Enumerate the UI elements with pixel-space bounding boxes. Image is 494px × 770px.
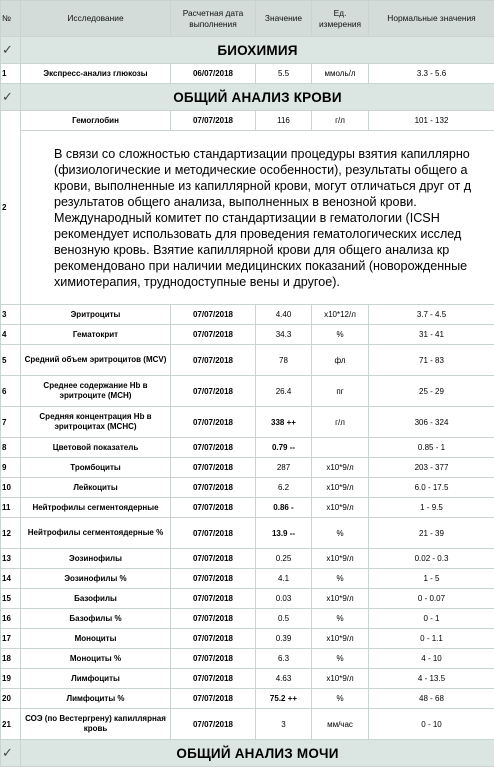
row-test: Гематокрит [21,325,171,345]
row-norm: 31 - 41 [369,325,494,345]
note-line: рекомендовано при наличии медицинских показаний (новорожденные [54,258,468,273]
row-norm: 4 - 13.5 [369,669,494,689]
row-date: 06/07/2018 [171,64,256,84]
row-unit: х10*9/л [312,478,369,498]
row-test: Эозинофилы [21,549,171,569]
row-test: Нейтрофилы сегментоядерные [21,498,171,518]
row-value: 0.25 [256,549,312,569]
row-unit: пг [312,376,369,407]
row-num: 21 [1,709,21,740]
section-urine[interactable] [1,740,494,767]
table-row [1,669,494,689]
row-num: 7 [1,407,21,438]
row-unit: % [312,649,369,669]
note-line: результатов общего анализа, выполненных в венозной крови. [54,194,417,209]
row-date: 07/07/2018 [171,438,256,458]
row-value: 6.2 [256,478,312,498]
row-date: 07/07/2018 [171,549,256,569]
row-unit: г/л [312,111,369,131]
row-value: 4.63 [256,669,312,689]
row-test: Моноциты [21,629,171,649]
row-num: 3 [1,305,21,325]
row-date: 07/07/2018 [171,569,256,589]
row-norm: 1 - 5 [369,569,494,589]
note-line: рекомендует использовать для проведения гематологических исслед [54,226,462,241]
row-value: 116 [256,111,312,131]
row-num: 13 [1,549,21,569]
row-unit: % [312,518,369,549]
row-test: Лейкоциты [21,478,171,498]
row-num: 19 [1,669,21,689]
row-value: 0.86 - [256,498,312,518]
row-num: 4 [1,325,21,345]
note-line: В связи со сложностью стандартизации процедуры взятия капиллярно [54,146,470,161]
table-row [1,478,494,498]
row-num: 9 [1,458,21,478]
row-num: 2 [1,111,21,305]
row-num: 14 [1,569,21,589]
row-date: 07/07/2018 [171,689,256,709]
table-row [1,376,494,407]
row-value: 5.5 [256,64,312,84]
note-line: венозную кровь. Взятие капиллярной крови для общего анализа кр [54,242,450,257]
row-unit: х10*9/л [312,629,369,649]
row-unit: % [312,689,369,709]
row-num: 16 [1,609,21,629]
row-unit: фл [312,345,369,376]
row-norm: 0 - 0.07 [369,589,494,609]
row-num: 8 [1,438,21,458]
row-value: 0.5 [256,609,312,629]
row-test: Среднее содержание Hb в эритроците (MCH) [21,376,171,407]
row-test: Эозинофилы % [21,569,171,589]
section-blood[interactable] [1,84,494,111]
row-value: 4.40 [256,305,312,325]
header-norm: Нормальные значения [369,1,494,37]
header-num: № [1,1,21,37]
row-norm: 71 - 83 [369,345,494,376]
row-norm: 0 - 1 [369,609,494,629]
row-num: 1 [1,64,21,84]
row-norm: 1 - 9.5 [369,498,494,518]
check-icon[interactable]: ✓ [1,37,21,64]
row-value: 78 [256,345,312,376]
row-value: 26.4 [256,376,312,407]
table-row [1,498,494,518]
section-title: ОБЩИЙ АНАЛИЗ МОЧИ [21,740,494,767]
row-norm: 0.02 - 0.3 [369,549,494,569]
table-row [1,569,494,589]
row-norm: 3.3 - 5.6 [369,64,494,84]
row-num: 11 [1,498,21,518]
header-test: Исследование [21,1,171,37]
row-value: 287 [256,458,312,478]
row-test: Лимфоциты % [21,689,171,709]
check-icon[interactable]: ✓ [1,84,21,111]
row-date: 07/07/2018 [171,609,256,629]
row-test: Базофилы % [21,609,171,629]
table-row [1,438,494,458]
header-date: Расчетная дата выполнения [171,1,256,37]
row-value: 4.1 [256,569,312,589]
table-row [1,407,494,438]
row-norm: 203 - 377 [369,458,494,478]
table-row [1,649,494,669]
row-num: 12 [1,518,21,549]
row-unit: % [312,569,369,589]
row-test: Моноциты % [21,649,171,669]
note-line: (физиологические и методические особенности), результаты общего а [54,162,468,177]
row-date: 07/07/2018 [171,589,256,609]
row-test: Средняя концентрация Hb в эритроцитах (MCHC) [21,407,171,438]
table-row [1,64,494,84]
note-line: Международный комитет по стандартизации в гематологии (ICSH [54,210,440,225]
note-line: химиотерапия, труднодоступные вены и другое). [54,274,340,289]
note-line: крови, выполненные из капиллярной крови, могут отличаться друг от д [54,178,472,193]
table-header [1,1,494,37]
table-row [1,518,494,549]
table-row [1,709,494,740]
row-test: Эритроциты [21,305,171,325]
section-title: ОБЩИЙ АНАЛИЗ КРОВИ [21,84,494,111]
row-date: 07/07/2018 [171,305,256,325]
header-value: Значение [256,1,312,37]
row-num: 6 [1,376,21,407]
row-norm: 0 - 10 [369,709,494,740]
row-norm: 25 - 29 [369,376,494,407]
row-value: 338 ++ [256,407,312,438]
table-row [1,549,494,569]
table-row [1,111,494,131]
row-test: Тромбоциты [21,458,171,478]
row-date: 07/07/2018 [171,325,256,345]
row-test: Цветовой показатель [21,438,171,458]
row-date: 07/07/2018 [171,669,256,689]
row-num: 15 [1,589,21,609]
row-unit: % [312,325,369,345]
row-num: 17 [1,629,21,649]
row-unit: х10*9/л [312,458,369,478]
row-value: 0.39 [256,629,312,649]
row-test: Лимфоциты [21,669,171,689]
row-num: 18 [1,649,21,669]
row-unit: х10*9/л [312,669,369,689]
row-value: 0.79 -- [256,438,312,458]
row-test: Гемоглобин [21,111,171,131]
row-norm: 48 - 68 [369,689,494,709]
row-num: 20 [1,689,21,709]
table-row [1,689,494,709]
table-row [1,609,494,629]
row-test: СОЭ (по Вестергрену) капиллярная кровь [21,709,171,740]
row-date: 07/07/2018 [171,407,256,438]
row-date: 07/07/2018 [171,518,256,549]
row-date: 07/07/2018 [171,345,256,376]
table-row [1,325,494,345]
row-date: 07/07/2018 [171,458,256,478]
row-value: 34.3 [256,325,312,345]
row-norm: 0 - 1.1 [369,629,494,649]
row-norm: 3.7 - 4.5 [369,305,494,325]
row-unit [312,438,369,458]
row-unit: х10*9/л [312,589,369,609]
row-date: 07/07/2018 [171,111,256,131]
capillary-note [21,131,494,305]
row-date: 07/07/2018 [171,478,256,498]
row-test: Базофилы [21,589,171,609]
header-unit: Ед. измерения [312,1,369,37]
row-num: 10 [1,478,21,498]
row-norm: 4 - 10 [369,649,494,669]
table-row [1,345,494,376]
row-date: 07/07/2018 [171,709,256,740]
table-row [1,629,494,649]
row-norm: 101 - 132 [369,111,494,131]
row-unit: х10*12/л [312,305,369,325]
row-norm: 21 - 39 [369,518,494,549]
row-date: 07/07/2018 [171,376,256,407]
section-biochem[interactable] [1,37,494,64]
row-unit: % [312,609,369,629]
row-test: Средний объем эритроцитов (MCV) [21,345,171,376]
row-norm: 6.0 - 17.5 [369,478,494,498]
row-unit: х10*9/л [312,549,369,569]
table-row [1,589,494,609]
row-test: Нейтрофилы сегментоядерные % [21,518,171,549]
row-value: 3 [256,709,312,740]
row-unit: х10*9/л [312,498,369,518]
section-title: БИОХИМИЯ [21,37,494,64]
row-value: 13.9 -- [256,518,312,549]
row-date: 07/07/2018 [171,629,256,649]
row-norm: 0.85 - 1 [369,438,494,458]
row-value: 75.2 ++ [256,689,312,709]
table-row [1,458,494,478]
row-unit: ммоль/л [312,64,369,84]
row-date: 07/07/2018 [171,649,256,669]
row-unit: г/л [312,407,369,438]
row-norm: 306 - 324 [369,407,494,438]
row-test: Экспресс-анализ глюкозы [21,64,171,84]
check-icon[interactable]: ✓ [1,740,21,767]
row-num: 5 [1,345,21,376]
row-date: 07/07/2018 [171,498,256,518]
row-value: 0.03 [256,589,312,609]
table-row [1,305,494,325]
row-value: 6.3 [256,649,312,669]
row-unit: мм/час [312,709,369,740]
note-row [1,131,494,305]
